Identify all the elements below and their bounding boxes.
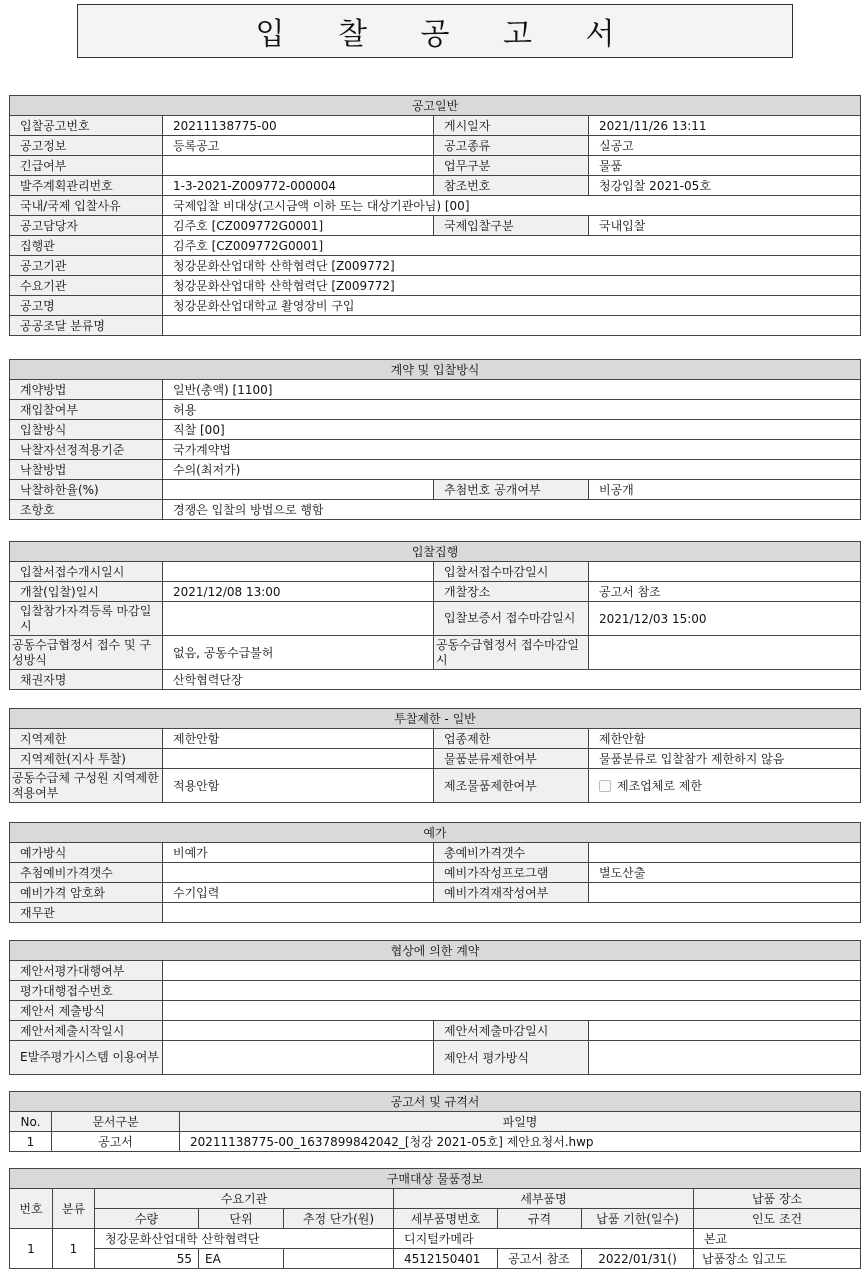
branch-region-label: 지역제한(지사 투찰) [10,749,163,769]
items-section [9,1168,861,1269]
contract-method-value: 일반(총액) [1100] [163,380,861,400]
manufacture-limit-label: 제조물품제한여부 [434,769,589,803]
items-col-price: 추정 단가(원) [284,1209,394,1229]
execution-section [9,541,861,690]
file-no: 1 [10,1132,52,1152]
contract-header: 계약 및 입찰방식 [10,360,861,380]
items-col-spec: 규격 [498,1209,582,1229]
items-col-detail: 세부품명 [394,1189,694,1209]
negotiation-header: 협상에 의한 계약 [10,941,861,961]
reserve-rewrite-value [589,883,861,903]
opening-date-label: 개찰(입찰)일시 [10,582,163,602]
demand-org-label: 수요기관 [10,276,163,296]
contract-method-label: 계약방법 [10,380,163,400]
lottery-reserve-count-label: 추첨예비가격갯수 [10,863,163,883]
procurement-class-label: 공공조달 분류명 [10,316,163,336]
reserve-rewrite-label: 예비가격재작성여부 [434,883,589,903]
notice-info-value: 등록공고 [163,136,434,156]
qualification-deadline-label: 입찰참가자격등록 마감일시 [10,602,163,636]
proposal-submit-method-label: 제안서 제출방식 [10,1001,163,1021]
restriction-section [9,708,861,803]
proposal-submit-method-value [163,1001,861,1021]
intl-bid-type-value: 국내입찰 [589,216,861,236]
executor-value: 김주호 [CZ009772G0001] [163,236,861,256]
notice-type-label: 공고종류 [434,136,589,156]
file-name-link[interactable]: 20211138775-00_1637899842042_[청강 2021-05호] 제안요청서.hwp [180,1132,861,1152]
item-class-limit-value: 물품분류로 입찰참가 제한하지 않음 [589,749,861,769]
table-row [10,1229,861,1249]
qualification-deadline-value [163,602,434,636]
receipt-start-value [163,562,434,582]
item-category: 1 [53,1229,95,1269]
urgent-value [163,156,434,176]
proposal-agency-label: 제안서평가대행여부 [10,961,163,981]
industry-limit-label: 업종제한 [434,729,589,749]
finance-officer-value [163,903,861,923]
plan-number-value: 1-3-2021-Z009772-000004 [163,176,434,196]
item-detail-name: 디지털카메라 [394,1229,694,1249]
notice-name-value: 청강문화산업대학교 촬영장비 구입 [163,296,861,316]
post-date-label: 게시일자 [434,116,589,136]
opening-date-value: 2021/12/08 13:00 [163,582,434,602]
e-order-system-value [163,1041,434,1075]
total-reserve-count-value [589,843,861,863]
notice-org-label: 공고기관 [10,256,163,276]
bid-method-label: 입찰방식 [10,420,163,440]
lottery-reserve-count-value [163,863,434,883]
price-method-label: 예가방식 [10,843,163,863]
business-type-value: 물품 [589,156,861,176]
agency-receipt-label: 평가대행접수번호 [10,981,163,1001]
lottery-public-value: 비공개 [589,480,861,500]
manufacture-limit-value: 제조업체로 제한 [617,778,702,793]
negotiation-section [9,940,861,1075]
items-col-unit: 단위 [199,1209,284,1229]
finance-officer-label: 재무관 [10,903,163,923]
post-date-value: 2021/11/26 13:11 [589,116,861,136]
items-header: 구매대상 물품정보 [10,1169,861,1189]
notice-org-value: 청강문화산업대학 산학협력단 [Z009772] [163,256,861,276]
region-limit-value: 제한안함 [163,729,434,749]
items-col-detail-no: 세부품명번호 [394,1209,498,1229]
document-title-box [77,4,793,58]
notice-info-label: 공고정보 [10,136,163,156]
reserve-encryption-value: 수기입력 [163,883,434,903]
item-place: 본교 [694,1229,861,1249]
receipt-end-value [589,562,861,582]
bid-reason-label: 국내/국제 입찰사유 [10,196,163,216]
files-col-no: No. [10,1112,52,1132]
rebid-value: 허용 [163,400,861,420]
price-section [9,822,861,923]
procurement-class-value [163,316,861,336]
proposal-end-label: 제안서제출마감일시 [434,1021,589,1041]
executor-label: 집행관 [10,236,163,256]
min-rate-value [163,480,434,500]
reference-number-value: 청강입찰 2021-05호 [589,176,861,196]
item-spec: 공고서 참조 [498,1249,582,1269]
reserve-program-value: 별도산출 [589,863,861,883]
industry-limit-value: 제한안함 [589,729,861,749]
opening-place-label: 개찰장소 [434,582,589,602]
intl-bid-type-label: 국제입찰구분 [434,216,589,236]
winner-criteria-value: 국가계약법 [163,440,861,460]
guarantee-deadline-value: 2021/12/03 15:00 [589,602,861,636]
winner-criteria-label: 낙찰자선정적용기준 [10,440,163,460]
price-method-value: 비예가 [163,843,434,863]
creditor-value: 산학협력단장 [163,670,861,690]
table-row [10,1249,861,1269]
receipt-end-label: 입찰서접수마감일시 [434,562,589,582]
officer-label: 공고담당자 [10,216,163,236]
lottery-public-label: 추첨번호 공개여부 [434,480,589,500]
bid-method-value: 직찰 [00] [163,420,861,440]
items-col-demand: 수요기관 [95,1189,394,1209]
proposal-end-value [589,1021,861,1041]
region-limit-label: 지역제한 [10,729,163,749]
table-row [10,1132,861,1152]
joint-deadline-label: 공동수급협정서 접수마감일시 [434,636,589,670]
execution-header: 입찰집행 [10,542,861,562]
award-method-label: 낙찰방법 [10,460,163,480]
files-col-name: 파일명 [180,1112,861,1132]
proposal-eval-method-value [589,1041,861,1075]
price-header: 예가 [10,823,861,843]
items-col-no: 번호 [10,1189,53,1229]
bid-number-value: 20211138775-00 [163,116,434,136]
urgent-label: 긴급여부 [10,156,163,176]
items-col-qty: 수량 [95,1209,199,1229]
clause-label: 조항호 [10,500,163,520]
demand-org-value: 청강문화산업대학 산학협력단 [Z009772] [163,276,861,296]
plan-number-label: 발주계획관리번호 [10,176,163,196]
files-section [9,1091,861,1152]
items-col-terms: 인도 조건 [694,1209,861,1229]
items-col-category: 분류 [53,1189,95,1229]
item-class-limit-label: 물품분류제한여부 [434,749,589,769]
item-deadline: 2022/01/31() [582,1249,694,1269]
officer-value: 김주호 [CZ009772G0001] [163,216,434,236]
clause-value: 경쟁은 입찰의 방법으로 행함 [163,500,861,520]
creditor-label: 채권자명 [10,670,163,690]
proposal-start-value [163,1021,434,1041]
file-type: 공고서 [52,1132,180,1152]
contract-section [9,359,861,520]
business-type-label: 업무구분 [434,156,589,176]
manufacture-limit-checkbox[interactable] [599,780,611,792]
item-no: 1 [10,1229,53,1269]
item-price [284,1249,394,1269]
guarantee-deadline-label: 입찰보증서 접수마감일시 [434,602,589,636]
min-rate-label: 낙찰하한율(%) [10,480,163,500]
items-col-place: 납품 장소 [694,1189,861,1209]
joint-region-label: 공동수급체 구성원 지역제한적용여부 [10,769,163,803]
award-method-value: 수의(최저가) [163,460,861,480]
e-order-system-label: E발주평가시스템 이용여부 [10,1041,163,1075]
item-demand-org: 청강문화산업대학 산학협력단 [95,1229,394,1249]
item-terms: 납품장소 입고도 [694,1249,861,1269]
item-unit: EA [199,1249,284,1269]
reserve-encryption-label: 예비가격 암호화 [10,883,163,903]
notice-type-value: 실공고 [589,136,861,156]
total-reserve-count-label: 총예비가격갯수 [434,843,589,863]
files-header: 공고서 및 규격서 [10,1092,861,1112]
reserve-program-label: 예비가작성프로그램 [434,863,589,883]
joint-region-value: 적용안함 [163,769,434,803]
opening-place-value: 공고서 참조 [589,582,861,602]
receipt-start-label: 입찰서접수개시일시 [10,562,163,582]
general-section [9,95,861,336]
joint-agreement-label: 공동수급협정서 접수 및 구성방식 [10,636,163,670]
joint-deadline-value [589,636,861,670]
branch-region-value [163,749,434,769]
general-header: 공고일반 [10,96,861,116]
notice-name-label: 공고명 [10,296,163,316]
proposal-agency-value [163,961,861,981]
item-qty: 55 [95,1249,199,1269]
bid-reason-value: 국제입찰 비대상(고시금액 이하 또는 대상기관아님) [00] [163,196,861,216]
item-detail-no: 4512150401 [394,1249,498,1269]
restriction-header: 투찰제한 - 일반 [10,709,861,729]
bid-number-label: 입찰공고번호 [10,116,163,136]
agency-receipt-value [163,981,861,1001]
items-col-deadline: 납품 기한(일수) [582,1209,694,1229]
proposal-eval-method-label: 제안서 평가방식 [434,1041,589,1075]
rebid-label: 재입찰여부 [10,400,163,420]
reference-number-label: 참조번호 [434,176,589,196]
manufacture-limit-cell [589,769,861,803]
joint-agreement-value: 없음, 공동수급불허 [163,636,434,670]
files-col-type: 문서구분 [52,1112,180,1132]
proposal-start-label: 제안서제출시작일시 [10,1021,163,1041]
document-title: 입 찰 공 고 서 [255,17,637,52]
